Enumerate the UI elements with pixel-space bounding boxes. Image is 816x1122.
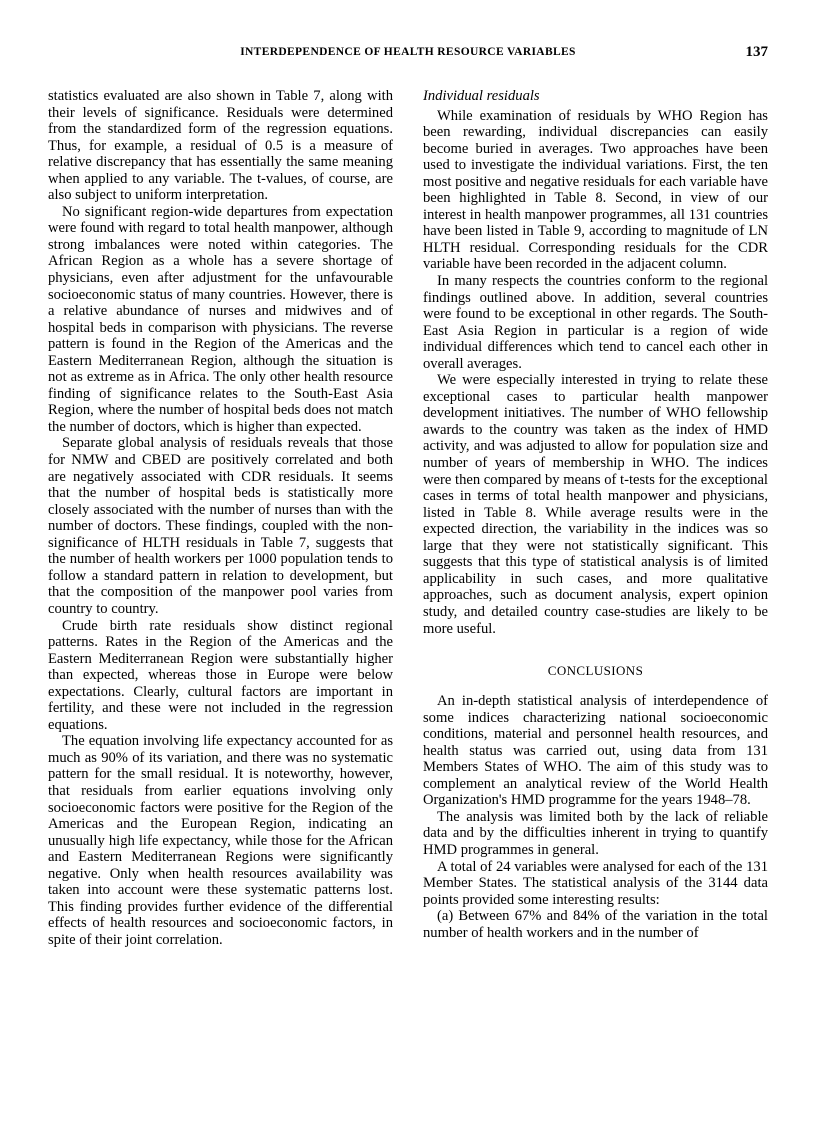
page-number: 137 (745, 44, 768, 60)
paragraph: No significant region-wide departures from expectation were found with regard to total health manpower, although strong imbalances were noted within categories. The African Region as a whole has a severe shortage of physicians, even after adjustment for the unfavourable socioeconomic status of many countries. However, there is a relative abundance of nurses and midwives and of hospital beds in comparison with physicians. The reverse pattern is found in the Region of the Americas and the Eastern Mediterranean Region, although the situation is not as extreme as in Africa. The only other health resource finding of significance relates to the South-East Asia Region, where the number of hospital beds does not match the number of doctors, which is higher than expected. (48, 203, 393, 435)
section-heading-individual-residuals: Individual residuals (423, 88, 540, 104)
paragraph: The analysis was limited both by the lack of reliable data and by the difficulties inherent in trying to quantify HMD programmes in general. (423, 808, 768, 858)
paragraph: (a) Between 67% and 84% of the variation in the total number of health workers and in the number of (423, 908, 768, 941)
section-heading-conclusions: CONCLUSIONS (547, 663, 644, 679)
two-column-body (48, 88, 768, 948)
paragraph: A total of 24 variables were analysed for each of the 131 Member States. The statistical analysis of the 3144 data points provided some interesting results: (423, 858, 768, 908)
paragraph: In many respects the countries conform to the regional findings outlined above. In addition, several countries were found to be exceptional in other regards. The South-East Asia Region in particular is a region of wide individual differences which tend to cancel each other in overall averages. (423, 273, 768, 372)
paragraph: The equation involving life expectancy accounted for as much as 90% of its variation, and there was no systematic pattern for the small residual. It is noteworthy, however, that residuals from earlier equations involving only socioeconomic factors were positive for the Region of the Americas and the European Region, indicating an unusually high life expectancy, while those for the African and Eastern Mediterranean Regions were significantly negative. Only when health resources availability was taken into account were these systematic patterns lost. This finding provides further evidence of the differential effects of health resources and socioeconomic factors, in spite of their joint correlation. (48, 733, 393, 948)
paragraph: Crude birth rate residuals show distinct regional patterns. Rates in the Region of the Americas and the Eastern Mediterranean Region were substantially higher than expected, whereas those in Europe were below expectations. Clearly, cultural factors are important in fertility, and these were not included in the regression equations. (48, 617, 393, 733)
paragraph: Separate global analysis of residuals reveals that those for NMW and CBED are positively correlated and both are negatively associated with CDR residuals. It seems that the number of hospital beds is statistically more closely associated with the number of nurses than with the number of doctors. These findings, coupled with the non-significance of HLTH residuals in Table 7, suggests that the number of health workers per 1000 population tends to follow a standard pattern in relation to development, but that the composition of the manpower pool varies from country to country. (48, 435, 393, 617)
running-title: INTERDEPENDENCE OF HEALTH RESOURCE VARIABLES (240, 46, 576, 58)
paragraph: An in-depth statistical analysis of interdependence of some indices characterizing national socioeconomic conditions, material and personnel health resources, and health status was carried out, using data from 131 Members States of WHO. The aim of this study was to complement an analytical review of the World Health Organization's HMD programme for the years 1948–78. (423, 693, 768, 809)
paragraph: While examination of residuals by WHO Region has been rewarding, individual discrepancies can easily become buried in averages. Two approaches have been used to investigate the individual variations. First, the ten most positive and negative residuals for each variable have been highlighted in Table 8. Second, in view of our interest in health manpower programmes, all 131 countries have been listed in Table 9, according to magnitude of LN HLTH residual. Corresponding residuals for the CDR variable have been recorded in the adjacent column. (423, 107, 768, 273)
right-column (423, 88, 768, 941)
paragraph: We were especially interested in trying to relate these exceptional cases to particular health manpower development initiatives. The number of WHO fellowship awards to the country was taken as the index of HMD activity, and was adjusted to allow for population size and number of years of membership in WHO. The indices were then compared by means of t-tests for the exceptional cases in terms of total health manpower and physicians, listed in Table 8. While average results were in the expected direction, the variability in the indices was so large that they were not statistically significant. This suggests that this type of statistical analysis is of limited applicability in such cases, and more qualitative approaches, such as document analysis, expert opinion study, and detailed country case-studies are likely to be more useful. (423, 372, 768, 637)
paragraph: statistics evaluated are also shown in Table 7, along with their levels of significance. Residuals were determined from the standardized form of the regression equations. Thus, for example, a residual of 0.5 is a measure of relative discrepancy that has essentially the same meaning when applied to any variable. The t-values, of course, are also subject to uniform interpretation. (48, 88, 393, 204)
running-head (48, 46, 768, 72)
left-column (48, 88, 393, 948)
